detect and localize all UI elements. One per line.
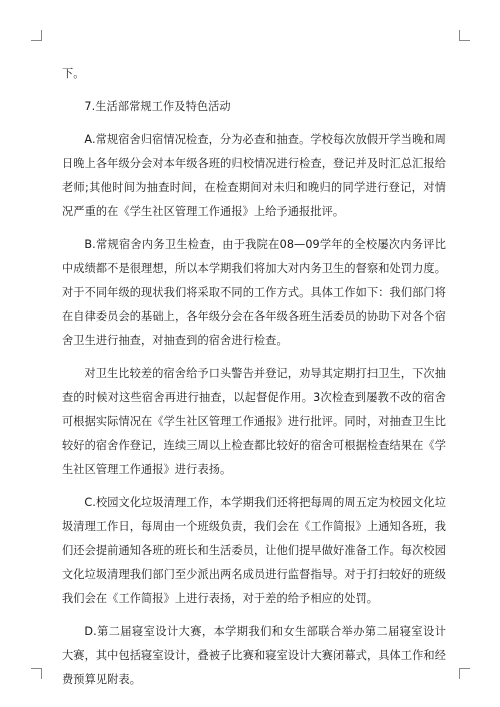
document-body [62, 62, 446, 701]
paragraph-b-dorm-hygiene-check: B.常规宿舍内务卫生检查，由于我院在08—09学年的全校屡次内务评比中成绩都不是很理想，所以本学期我们将加大对内务卫生的督察和处罚力度。对于不同年级的现状我们将采取不同的工作方式。具体工作如下：我们部门将在自律委员会的基础上，各年级分会在各年级各班生活委员的协助下对各个宿舍卫生进行抽查，对抽查到的宿舍进行检查。 [62, 238, 446, 347]
section-heading: 7.生活部常规工作及特色活动 [84, 100, 231, 113]
paragraph-d-dorm-design-contest: D.第二届寝室设计大赛，本学期我们和女生部联合举办第二届寝室设计大赛，其中包括寝室设计，叠被子比赛和寝室设计大赛闭幕式，具体工作和经费预算见附表。 [62, 625, 446, 686]
continuation-text: 下。 [62, 67, 85, 80]
crop-mark-top-left [31, 30, 42, 41]
paragraph-a-dorm-return-check: A.常规宿舍归宿情况检查，分为必查和抽查。学校每次放假开学当晚和周日晚上各年级分会对本年级各班的归校情况进行检查，登记并及时汇总汇报给老师;其他时间为抽查时间，在检查期间对未归和晚归的同学进行登记，对情况严重的在《学生社区管理工作通报》上给予通报批评。 [62, 133, 446, 218]
paragraph-c-campus-cleanup: C.校园文化垃圾清理工作，本学期我们还将把每周的周五定为校园文化垃圾清理工作日，每周由一个班级负责，我们会在《工作简报》上通知各班，我们还会提前通知各班的班长和生活委员，让他们提早做好准备工作。每次校园文化垃圾清理我们部门至少派出两名成员进行监督指导。对于打扫较好的班级我们会在《工作简报》上进行表扬，对于差的给予相应的处罚。 [62, 496, 446, 605]
crop-mark-bottom-left [31, 668, 42, 679]
crop-mark-bottom-right [459, 668, 470, 679]
paragraph-hygiene-follow-up: 对卫生比较差的宿舍给予口头警告并登记，劝导其定期打扫卫生，下次抽查的时候对这些宿舍再进行抽查，以起督促作用。3次检查到屡教不改的宿舍可根据实际情况在《学生社区管理工作通报》进行批评。同时，对抽查卫生比较好的宿舍作登记，连续三周以上检查都比较好的宿舍可根据检查结果在《学生社区管理工作通报》进行表扬。 [62, 367, 446, 476]
crop-mark-top-right [459, 30, 470, 41]
